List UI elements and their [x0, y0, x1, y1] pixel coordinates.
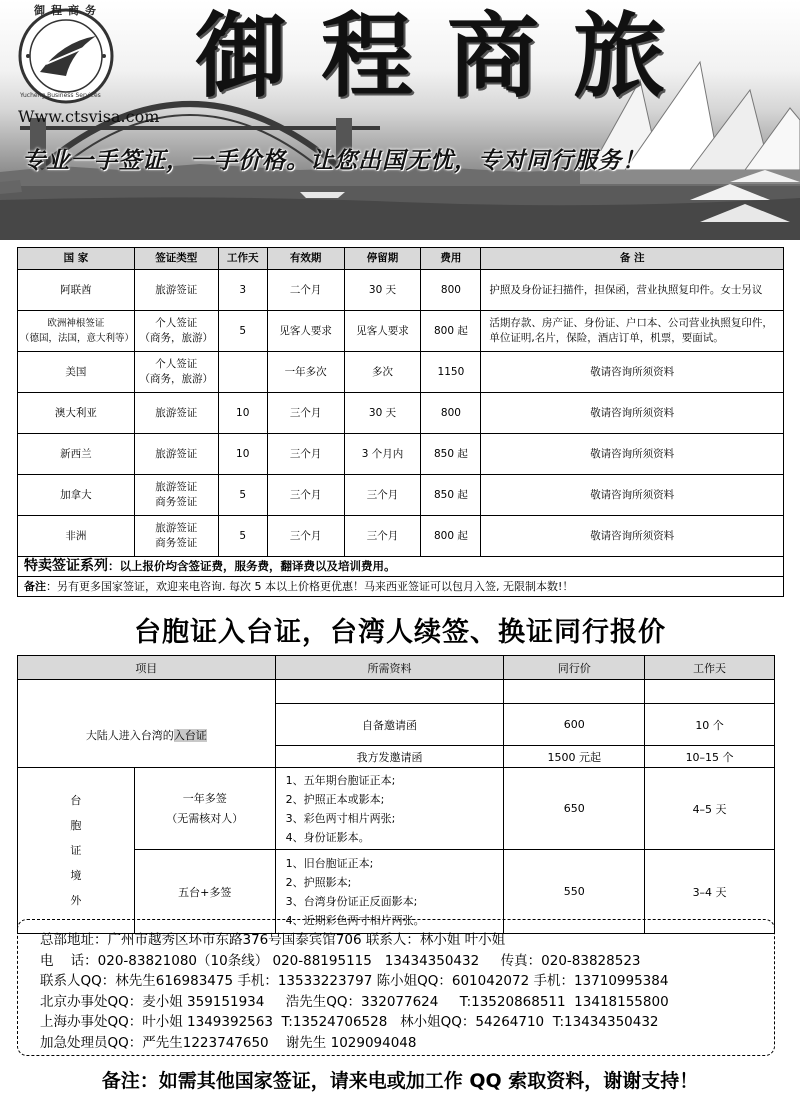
country-cell: 欧洲神根签证 （德国，法国，意大利等）	[18, 311, 135, 352]
special-visa-label: 特卖签证系列	[24, 558, 108, 574]
contact-urgent: 加急处理员QQ：严先生1223747650 谢先生 1029094048	[40, 1034, 417, 1051]
banner	[0, 0, 800, 240]
visa-table-header	[18, 248, 784, 270]
table-row	[18, 704, 775, 746]
remark-row	[18, 577, 784, 597]
price-cell: 600	[504, 704, 645, 746]
note-cell: 护照及身份证扫描件，担保函，营业执照复印件。女士另议	[481, 270, 784, 311]
header-working-days: 工作天	[645, 656, 775, 680]
visa-type-cell: 个人签证 （商务，旅游）	[134, 352, 218, 393]
table-row	[18, 311, 784, 352]
table-row	[18, 270, 784, 311]
contact-box	[17, 919, 775, 1056]
price-cell: 650	[504, 768, 645, 850]
note-cell: 敬请咨询所须资料	[481, 352, 784, 393]
special-visa-cell	[18, 557, 784, 577]
header-validity: 有效期	[267, 248, 344, 270]
spacer-row	[18, 680, 775, 704]
days-cell: 10	[218, 434, 267, 475]
days-cell: 10–15 个	[645, 746, 775, 768]
table-row	[18, 352, 784, 393]
stay-cell: 3 个月内	[344, 434, 421, 475]
days-cell: 5	[218, 311, 267, 352]
note-cell: 敬请咨询所须资料	[481, 434, 784, 475]
country-cell: 非洲	[18, 516, 135, 557]
abroad-label-cell: 台 胞 证 境 外	[18, 768, 135, 934]
slogan: 专业一手签证，一手价格。让您出国无忧，专对同行服务！	[22, 147, 646, 174]
banner-title: 御程商旅	[195, 3, 700, 110]
website-link[interactable]: Www.ctsvisa.com	[18, 107, 160, 126]
header-materials: 所需资料	[275, 656, 504, 680]
country-cell: 阿联酋	[18, 270, 135, 311]
days-cell: 4–5 天	[645, 768, 775, 850]
fee-cell: 800	[421, 393, 481, 434]
header-working-days: 工作天	[218, 248, 267, 270]
taiwan-price-table	[17, 655, 775, 934]
header-fee: 费用	[421, 248, 481, 270]
special-visa-text: ：以上报价均含签证费，服务费，翻译费以及培训费用。	[108, 559, 396, 573]
contact-beijing-office: 北京办事处QQ：麦小姐 359151934 浩先生QQ：332077624 T:13520868511 13418155800	[40, 993, 669, 1010]
table-row	[18, 475, 784, 516]
days-cell	[218, 352, 267, 393]
material-cell: 自备邀请函	[275, 704, 504, 746]
validity-cell: 一年多次	[267, 352, 344, 393]
header-trade-price: 同行价	[504, 656, 645, 680]
price-cell: 1500 元起	[504, 746, 645, 768]
note-cell: 活期存款、房产证、身份证、户口本、公司营业执照复印件，单位证明,名片，保险，酒店订单，机票，要面试。	[481, 311, 784, 352]
entry-item-cell: 大陆人进入台湾的入台证	[18, 704, 276, 768]
stay-cell: 多次	[344, 352, 421, 393]
contact-qq-main: 联系人QQ：林先生616983475 手机：13533223797 陈小姐QQ：601042072 手机：13710995384	[40, 973, 669, 989]
visa-type-cell: 旅游签证 商务签证	[134, 516, 218, 557]
stay-cell: 30 天	[344, 393, 421, 434]
validity-cell: 二个月	[267, 270, 344, 311]
days-cell: 5	[218, 475, 267, 516]
materials-list-cell: 1、五年期台胞证正本; 2、护照正本或影本; 3、彩色两寸相片两张; 4、身份证影本。	[275, 768, 504, 850]
validity-cell: 三个月	[267, 475, 344, 516]
note-cell: 敬请咨询所须资料	[481, 475, 784, 516]
days-cell: 3–4 天	[645, 850, 775, 934]
stay-cell: 三个月	[344, 475, 421, 516]
taiwan-section-heading: 台胞证入台证，台湾人续签、换证同行报价	[134, 617, 666, 648]
header-country: 国 家	[18, 248, 135, 270]
material-cell: 我方发邀请函	[275, 746, 504, 768]
contact-shanghai-office: 上海办事处QQ：叶小姐 1349392563 T:13524706528 林小姐QQ：54264710 T:13434350432	[40, 1014, 659, 1030]
contact-phone: 电 话：020-83821080（10条线） 020-88195115 13434350432 传真：020-83828523	[40, 952, 641, 969]
price-cell: 550	[504, 850, 645, 934]
fee-cell: 800 起	[421, 516, 481, 557]
visa-type-cell: 旅游签证	[134, 434, 218, 475]
validity-cell: 见客人要求	[267, 311, 344, 352]
special-visa-row	[18, 557, 784, 577]
taiwan-table-header	[18, 656, 775, 680]
table-row	[18, 434, 784, 475]
country-cell: 加拿大	[18, 475, 135, 516]
fee-cell: 850 起	[421, 434, 481, 475]
remark-text: ：另有更多国家签证，欢迎来电咨询. 每次 5 本以上价格更优惠！马来西亚签证可以包月入签, 无限制本数!！	[46, 580, 574, 593]
days-cell: 10	[218, 393, 267, 434]
logo-text: 御程商务	[34, 4, 102, 17]
stay-cell: 见客人要求	[344, 311, 421, 352]
table-row	[18, 393, 784, 434]
visa-type-cell: 旅游签证 商务签证	[134, 475, 218, 516]
note-cell: 敬请咨询所须资料	[481, 516, 784, 557]
remark-label: 备注	[24, 580, 46, 593]
days-cell: 3	[218, 270, 267, 311]
visa-type-cell: 旅游签证	[134, 393, 218, 434]
visa-price-table	[17, 247, 784, 597]
fee-cell: 850 起	[421, 475, 481, 516]
validity-cell: 三个月	[267, 516, 344, 557]
visa-type-cell: 旅游签证	[134, 270, 218, 311]
table-row	[18, 768, 775, 850]
contact-address: 总部地址：广州市越秀区环市东路376号国泰宾馆706 联系人：林小姐 叶小姐	[40, 932, 506, 948]
header-stay: 停留期	[344, 248, 421, 270]
company-logo	[16, 6, 116, 106]
header-item: 项目	[18, 656, 276, 680]
country-cell: 澳大利亚	[18, 393, 135, 434]
fee-cell: 1150	[421, 352, 481, 393]
stay-cell: 30 天	[344, 270, 421, 311]
remark-cell	[18, 577, 784, 597]
validity-cell: 三个月	[267, 393, 344, 434]
country-cell: 美国	[18, 352, 135, 393]
days-cell: 10 个	[645, 704, 775, 746]
visa-type-cell: 个人签证 （商务，旅游）	[134, 311, 218, 352]
header-remarks: 备 注	[481, 248, 784, 270]
country-cell: 新西兰	[18, 434, 135, 475]
fee-cell: 800	[421, 270, 481, 311]
table-row	[18, 516, 784, 557]
logo-subtext: Yucheng Business Services	[20, 92, 101, 99]
abroad-item-cell: 一年多签 （无需核对人）	[134, 768, 275, 850]
validity-cell: 三个月	[267, 434, 344, 475]
entry-permit-highlight: 入台证	[173, 729, 207, 743]
stay-cell: 三个月	[344, 516, 421, 557]
abroad-item-cell: 五台+多签	[134, 850, 275, 934]
note-cell: 敬请咨询所须资料	[481, 393, 784, 434]
materials-list-cell: 1、旧台胞证正本; 2、护照影本; 3、台湾身份证正反面影本; 4、近期彩色两寸相片两张。	[275, 850, 504, 934]
days-cell: 5	[218, 516, 267, 557]
fee-cell: 800 起	[421, 311, 481, 352]
header-visa-type: 签证类型	[134, 248, 218, 270]
footer-note: 备注：如需其他国家签证，请来电或加工作 QQ 索取资料，谢谢支持！	[101, 1070, 699, 1092]
